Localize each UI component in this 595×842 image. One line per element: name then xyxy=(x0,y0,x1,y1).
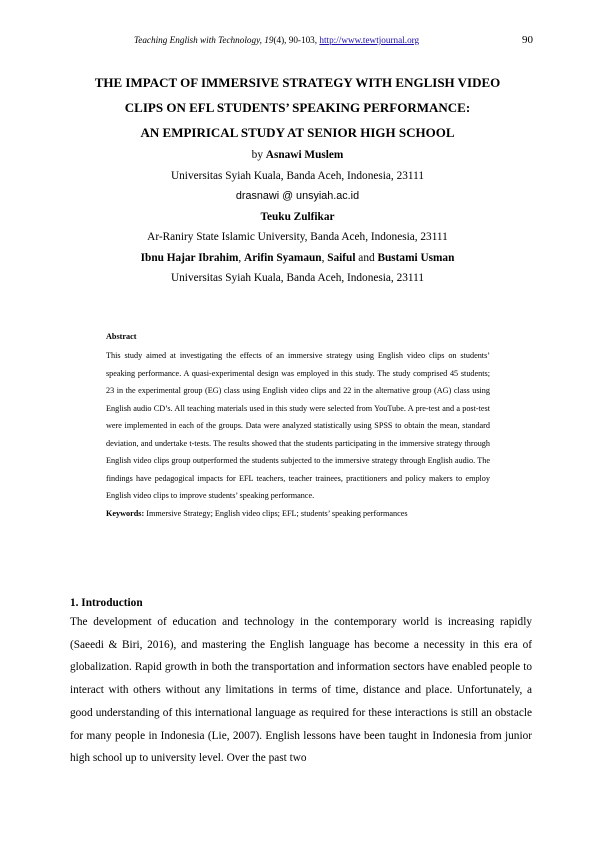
journal-citation: Teaching English with Technology, 19(4), 90-103, http://www.tewtjournal.org xyxy=(134,35,420,45)
author-conjunction: and xyxy=(355,251,378,264)
keywords-list: Immersive Strategy; English video clips; EFL; students’ speaking performances xyxy=(144,508,408,518)
author-separator: , xyxy=(238,251,245,264)
abstract-section xyxy=(106,331,490,522)
journal-url-link[interactable]: http://www.tewtjournal.org xyxy=(319,35,420,45)
keywords-line xyxy=(106,505,490,523)
author-block xyxy=(0,145,595,289)
author-name: Teuku Zulfikar xyxy=(260,210,335,223)
affiliation: Universitas Syiah Kuala, Banda Aceh, Indonesia, 23111 xyxy=(171,169,424,182)
author-name: Asnawi Muslem xyxy=(265,149,344,161)
author-name: Bustami Usman xyxy=(377,251,455,264)
author-name: Arifin Syamaun xyxy=(244,251,322,264)
author-line-1 xyxy=(0,145,595,166)
journal-volume: 19 xyxy=(264,35,274,45)
keywords-label: Keywords: xyxy=(106,508,145,518)
title-line: CLIPS ON EFL STUDENTS’ SPEAKING PERFORMANCE: xyxy=(124,100,471,115)
affiliation: Universitas Syiah Kuala, Banda Aceh, Indonesia, 23111 xyxy=(171,272,424,284)
abstract-heading: Abstract xyxy=(106,332,137,341)
journal-name: Teaching English with Technology xyxy=(134,35,260,45)
paper-title xyxy=(0,70,595,145)
author-name: Saiful xyxy=(327,251,356,264)
title-line: AN EMPIRICAL STUDY AT SENIOR HIGH SCHOOL xyxy=(140,125,455,140)
author-line-3 xyxy=(0,248,595,269)
affiliation: Ar-Raniry State Islamic University, Banda Aceh, Indonesia, 23111 xyxy=(147,231,448,243)
section-paragraph: The development of education and technology in the contemporary world is increasing rapidly (Saeedi & Biri, 2016), and mastering the English language has become a necessity in this era of globalization. Rapid growth in both the transportation and information sectors have enabled people to interact with others without any limitations in terms of time, distance and place. Unfortunately, a good understanding of this international language as required for these interactions is still an obstacle for many people in Indonesia (Lie, 2007). English lessons have been taught in Indonesia from junior high school up to university level. Over the past two xyxy=(70,616,532,765)
abstract-text: This study aimed at investigating the effects of an immersive strategy using English video clips on students’ speaking performance. A quasi-experimental design was employed in this study. The study comprised 45 students; 23 in the experimental group (EG) class using English video clips and 22 in the alternative group (AG) class using English audio CD’s. All teaching materials used in this study were selected from YouTube. A pre-test and a post-test were implemented in each of the groups. Data were analyzed statistically using SPSS to obtain the mean, standard deviation, and undertake t-tests. The results showed that the students participating in the immersive strategy through English video clips group outperformed the students subjected to the immersive strategy through English audio. The findings have pedagogical impacts for EFL teachers, teacher trainees, practitioners and policy makers to employ English video clips to improve students’ speaking performance. xyxy=(106,351,490,500)
introduction-section xyxy=(70,595,532,770)
author-email: drasnawi @ unsyiah.ac.id xyxy=(235,190,360,202)
section-heading: 1. Introduction xyxy=(70,597,143,609)
author-separator: , xyxy=(321,251,328,264)
title-line: THE IMPACT OF IMMERSIVE STRATEGY WITH ENGLISH VIDEO xyxy=(94,75,501,90)
page-number: 90 xyxy=(522,34,533,46)
author-name: Ibnu Hajar Ibrahim xyxy=(140,251,239,264)
by-label: by xyxy=(251,149,266,161)
journal-issue-pages: (4), 90-103, xyxy=(273,35,320,45)
